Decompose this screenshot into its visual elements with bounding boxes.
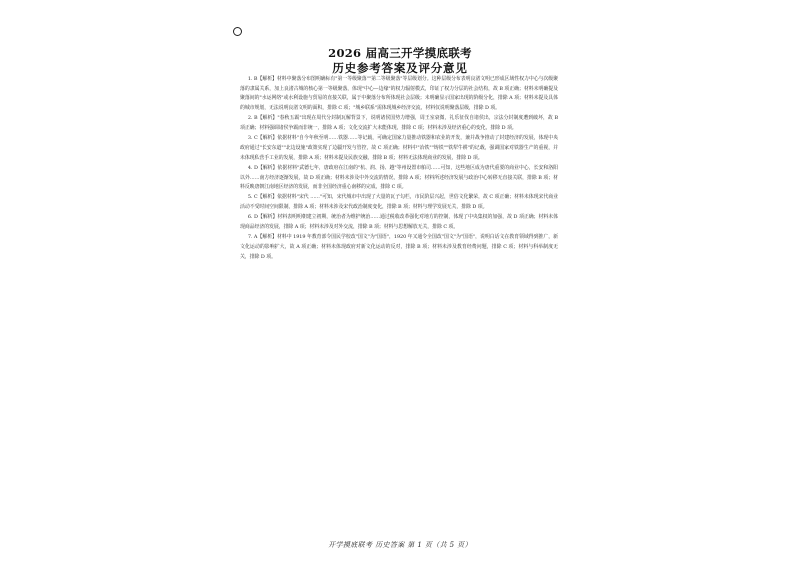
answer-item-7: 7. A【解析】材料中 1919 年教育部令国民学校改"国文"为"国语"，1920 年又通令全国改"国文"为"国语"，说明白话文在教育领域得到推广，新文化运动的影响扩大，故 A 项正确；材料未体现政府对新文化运动的反对，排除 B 项；材料未涉及教育经费问题，排除 C 项；材料与科举制度无关，排除 D 项。: [240, 234, 558, 260]
answer-item-6: 6. D【解析】材料表明明朝建立初期，统治者为维护统治……通过税收改革强化对地方的控制，体现了中央集权的加强，故 D 项正确；材料未体现商品经济的发展，排除 A 项；材料未涉及对外交流，排除 B 项；材料与思想解放无关，排除 C 项。: [240, 214, 558, 231]
exam-title: 2026 届高三开学摸底联考: [328, 46, 472, 60]
answer-item-1: 1. B【解析】材料中聚落分布图明确标有"第一等级聚落""第二等级聚落"等层级划分。这种层级分布表明良渚文明已形成区域性权力中心与次级聚落的隶属关系，加上良渚古城的核心第一等级聚落，体现"中心—边缘"的权力辐射模式，印证了权力分层的社会结构，故 B 项正确；材料未明确提及聚落间的"水运网络"或水利设施与贸易的直接关联，属于中聚落分布所体现社会层级；未明确显示国家出现的阶级分化，排除 A 项；材料未提及具体的城市规划，无法说明良渚文明的面积，排除 C 项；"城乡联系"需体现城乡经济交流，材料仅说明聚落层级，排除 D 项。: [240, 76, 558, 112]
answer-item-3: 3. C【解析】依据材料"自今年秋至明……铁器……等记载，可确定国家力量推动铁器和农业的开发，兼并战争推动了封建经济的发展，体现中央政府通过"长安东道""北边设施"政策实现了边疆开发与管控，故 C 项正确；材料中"冶铁""铸铁""铁犁牛耕"的记载，强调国家对铁器生产的重视，并未体现私营手工业的发展，排除 A 项；材料未提及民族交融，排除 B 项；材料无法体现商业的发展，排除 D 项。: [240, 135, 558, 161]
exam-subtitle: 历史参考答案及评分意见: [332, 61, 468, 75]
page-footer: 开学摸底联考 历史答案 第 1 页（共 5 页）: [328, 541, 472, 549]
answer-item-4: 4. D【解析】依据材料"武德七年，唐政府在江南的"杭、润、扬、越"等州设置市舶司……可知，这些地区成为唐代重要的商业中心，长安和洛阳以外……南方经济逐渐发展，故 D 项正确；材料未涉及中外交流的情况，排除 A 项；材料所述经济发展与政治中心转移无直接关联，排除 B 项；材料反映唐朝江南地区经济的发展，而非全国经济重心南移的完成，排除 C 项。: [240, 164, 558, 191]
answer-item-5: 5. C【解析】依据材料"宋代 ……"可知，宋代城市中出现了大量的瓦子勾栏，市民阶层兴起，世俗文化繁荣，故 C 项正确；材料未体现宋代商业活动不受时间空间限制，排除 A 项；材料未涉及宋代政治制度变化，排除 B 项；材料与理学发展无关，排除 D 项。: [240, 194, 558, 211]
punch-hole-mark: [233, 27, 242, 36]
answer-item-2: 2. B【解析】"春秋五霸"出现在周代分封制瓦解背景下，说明诸侯国势力增强，周王室衰微，礼乐征伐自诸侯出，宗法分封制度遭到破坏，故 B 项正确；材料强调诸侯争霸而非统一，排除 A 项；文化交流扩大未能体现，排除 C 项；材料未涉及经济重心的变化，排除 D 项。: [240, 115, 558, 132]
answer-content: [240, 75, 558, 262]
